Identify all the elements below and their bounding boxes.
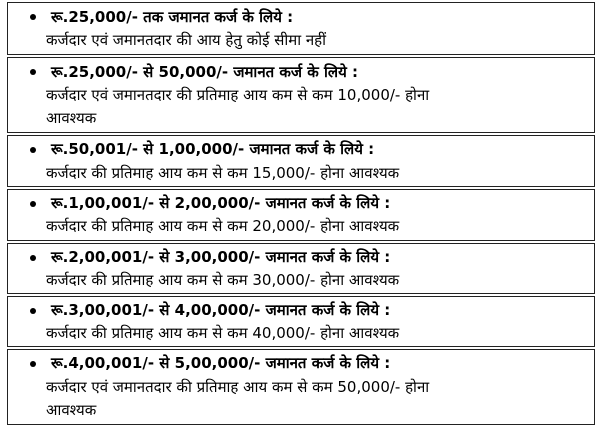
item-line: कर्जदार एवं जमानतदार की आय हेतु कोई सीमा नहीं	[46, 31, 327, 49]
list-item	[7, 2, 595, 55]
list-item	[7, 57, 595, 133]
item-line: कर्जदार की प्रतिमाह आय कम से कम 40,000/- होना आवश्यक	[46, 324, 400, 342]
item-heading: रू.1,00,001/- से 2,00,000/- जमानत कर्ज के लिये :	[51, 194, 391, 212]
item-line: कर्जदार की प्रतिमाह आय कम से कम 30,000/- होना आवश्यक	[46, 271, 400, 289]
bullet-icon	[30, 147, 36, 153]
item-line: कर्जदार की प्रतिमाह आय कम से कम 15,000/- होना आवश्यक	[46, 164, 400, 182]
item-line: आवश्यक	[46, 401, 97, 419]
item-line: कर्जदार एवं जमानतदार की प्रतिमाह आय कम से कम 50,000/- होना	[46, 378, 430, 396]
item-heading: रू.25,000/- तक जमानत कर्ज के लिये :	[51, 8, 294, 26]
bullet-icon	[30, 69, 36, 75]
bullet-icon	[30, 361, 36, 367]
bullet-icon	[30, 308, 36, 314]
item-heading: रू.3,00,001/- से 4,00,000/- जमानत कर्ज के लिये :	[51, 301, 391, 319]
item-line: कर्जदार की प्रतिमाह आय कम से कम 20,000/- होना आवश्यक	[46, 217, 400, 235]
item-line: आवश्यक	[46, 109, 97, 127]
item-heading: रू.2,00,001/- से 3,00,000/- जमानत कर्ज के लिये :	[51, 248, 391, 266]
list-item	[7, 296, 595, 347]
bullet-icon	[30, 14, 36, 20]
item-heading: रू.50,001/- से 1,00,000/- जमानत कर्ज के लिये :	[51, 140, 375, 158]
list-item	[7, 243, 595, 294]
list-item	[7, 135, 595, 187]
bullet-icon	[30, 255, 36, 261]
item-heading: रू.25,000/- से 50,000/- जमानत कर्ज के लिये :	[51, 63, 359, 81]
bullet-icon	[30, 201, 36, 207]
item-line: कर्जदार एवं जमानतदार की प्रतिमाह आय कम से कम 10,000/- होना	[46, 86, 430, 104]
item-heading: रू.4,00,001/- से 5,00,000/- जमानत कर्ज के लिये :	[51, 354, 391, 372]
list-item	[7, 349, 595, 425]
list-item	[7, 189, 595, 241]
